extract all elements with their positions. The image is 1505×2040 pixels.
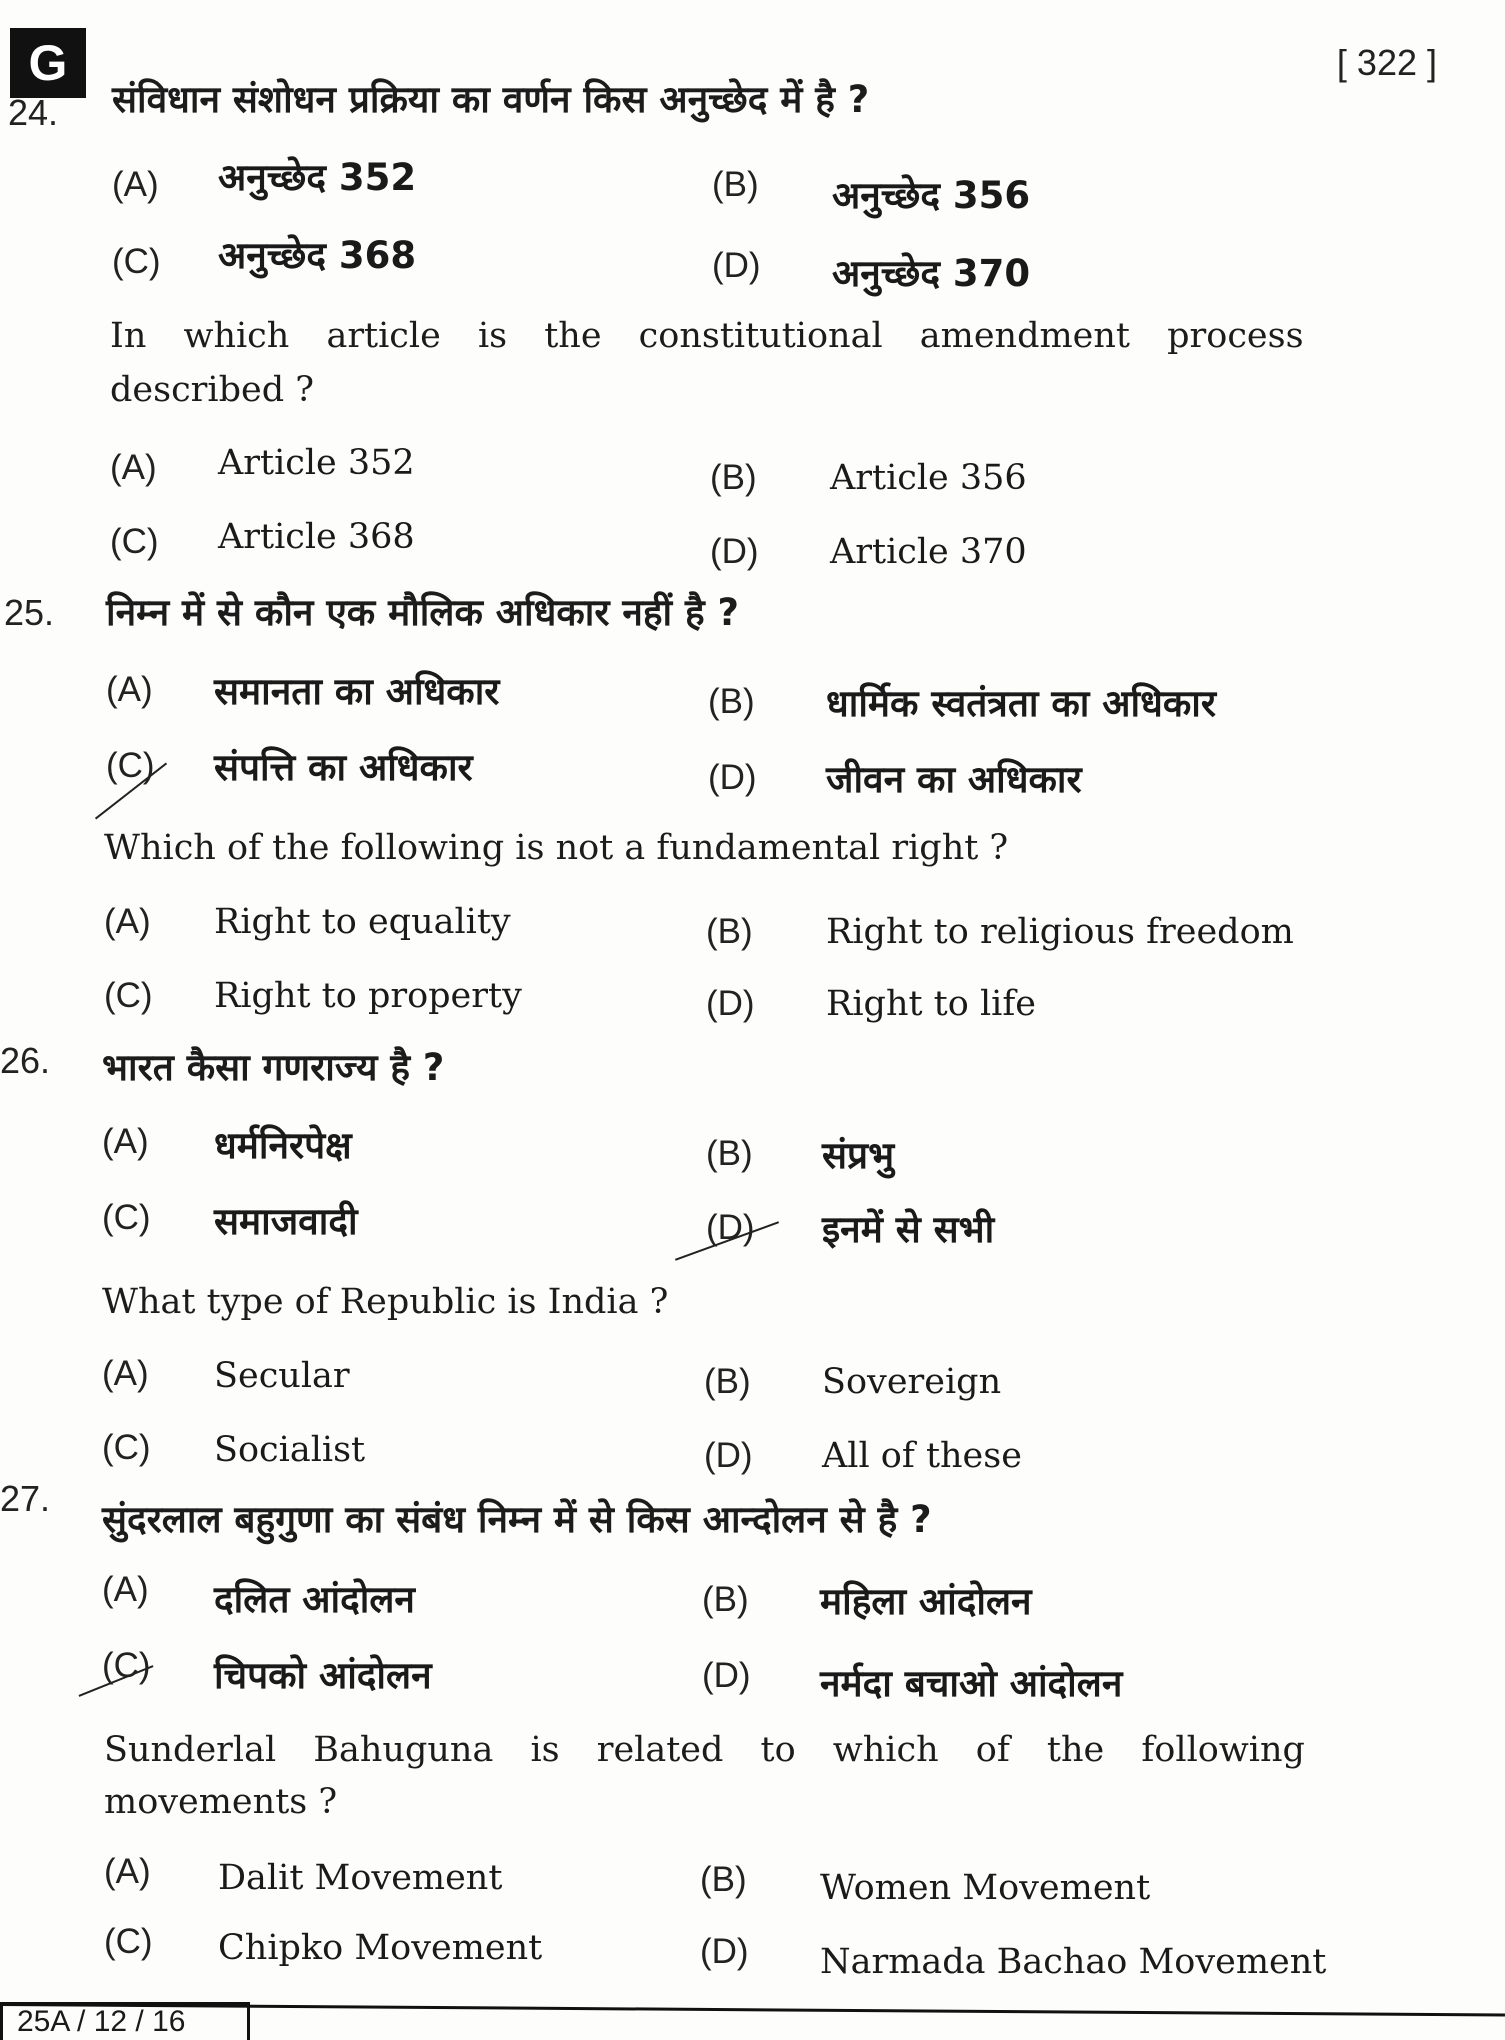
option-label: (B) [710, 458, 757, 497]
option-text: जीवन का अधिकार [826, 758, 1082, 801]
option-text: धार्मिक स्वतंत्रता का अधिकार [826, 682, 1216, 725]
option-label-marked: (C) [102, 1646, 151, 1685]
option-text: चिपको आंदोलन [214, 1654, 432, 1697]
option-text: इनमें से सभी [822, 1208, 995, 1251]
option-text: Dalit Movement [218, 1858, 503, 1898]
option-label: (D) [700, 1932, 749, 1971]
option-label: (D) [710, 532, 759, 571]
option-label: (D) [702, 1656, 751, 1695]
option-label: (D) [706, 984, 755, 1023]
question-number: 24. [8, 92, 59, 133]
question-text-hindi: संविधान संशोधन प्रक्रिया का वर्णन किस अनुच्छेद में है ? [112, 78, 870, 121]
question-text-hindi: भारत कैसा गणराज्य है ? [102, 1046, 445, 1089]
question-text-english: Which of the following is not a fundamental right ? [104, 828, 1009, 868]
option-text: Chipko Movement [218, 1928, 543, 1968]
option-text: Article 356 [830, 458, 1027, 498]
option-label-marked: (C) [106, 746, 155, 785]
option-text: Right to equality [214, 902, 511, 942]
option-text: संपत्ति का अधिकार [214, 746, 473, 789]
option-label: (C) [112, 242, 161, 281]
option-text: Women Movement [820, 1868, 1151, 1908]
option-text: धर्मनिरपेक्ष [214, 1124, 352, 1167]
option-text: Right to religious freedom [826, 912, 1294, 952]
option-label: (A) [104, 902, 151, 941]
option-text: Sovereign [822, 1362, 1002, 1402]
option-label: (B) [712, 165, 759, 204]
question-text-hindi: निम्न में से कौन एक मौलिक अधिकार नहीं है ? [106, 591, 740, 634]
option-text: संप्रभु [822, 1134, 895, 1177]
option-text: Article 368 [218, 517, 415, 557]
option-text: Socialist [214, 1430, 366, 1470]
option-text: Narmada Bachao Movement [820, 1942, 1327, 1982]
option-label: (A) [112, 165, 159, 204]
question-text-english-cont: movements ? [104, 1782, 338, 1822]
option-label: (B) [704, 1362, 751, 1401]
set-code-badge: G [10, 28, 86, 98]
option-label: (C) [102, 1428, 151, 1467]
option-text: नर्मदा बचाओ आंदोलन [820, 1662, 1123, 1705]
option-text: Right to life [826, 984, 1036, 1024]
option-text: समानता का अधिकार [214, 670, 500, 713]
option-label: (D) [708, 758, 757, 797]
option-text: अनुच्छेद 356 [832, 174, 1031, 217]
option-text: Right to property [214, 976, 522, 1016]
footer-code: 25A / 12 / 16 [0, 2002, 250, 2040]
option-text: Article 370 [830, 532, 1027, 572]
option-text: अनुच्छेद 370 [832, 252, 1031, 295]
option-text: समाजवादी [214, 1200, 358, 1243]
option-text: अनुच्छेद 352 [218, 156, 417, 199]
option-label: (A) [102, 1122, 149, 1161]
question-text-english: In which article is the constitutional amendment process [110, 316, 1304, 356]
option-label: (D) [704, 1436, 753, 1475]
option-text: All of these [822, 1436, 1022, 1476]
question-text-english-cont: described ? [110, 370, 315, 410]
option-label: (C) [102, 1198, 151, 1237]
option-label: (C) [104, 1922, 153, 1961]
option-label: (C) [104, 976, 153, 1015]
option-label: (B) [706, 912, 753, 951]
option-label: (C) [110, 522, 159, 561]
option-label: (A) [102, 1354, 149, 1393]
option-label: (B) [700, 1860, 747, 1899]
question-number: 25. [4, 592, 55, 633]
option-label: (B) [708, 682, 755, 721]
question-text-english: Sunderlal Bahuguna is related to which of the following [104, 1730, 1305, 1770]
option-label: (B) [706, 1134, 753, 1173]
option-text: Secular [214, 1356, 350, 1396]
option-label: (D) [712, 246, 761, 285]
option-text: दलित आंदोलन [214, 1578, 415, 1621]
option-text: अनुच्छेद 368 [218, 234, 417, 277]
option-label: (A) [110, 448, 157, 487]
question-number: 26. [0, 1040, 51, 1081]
question-text-hindi: सुंदरलाल बहुगुणा का संबंध निम्न में से किस आन्दोलन से है ? [102, 1498, 932, 1541]
question-text-english: What type of Republic is India ? [102, 1282, 669, 1322]
option-label: (A) [106, 670, 153, 709]
page-number: [ 322 ] [1336, 42, 1437, 83]
option-label: (A) [104, 1852, 151, 1891]
option-text: महिला आंदोलन [820, 1580, 1032, 1623]
question-number: 27. [0, 1478, 51, 1519]
option-label: (A) [102, 1570, 149, 1609]
option-label: (B) [702, 1580, 749, 1619]
option-text: Article 352 [218, 443, 415, 483]
option-label-marked: (D) [706, 1208, 755, 1247]
